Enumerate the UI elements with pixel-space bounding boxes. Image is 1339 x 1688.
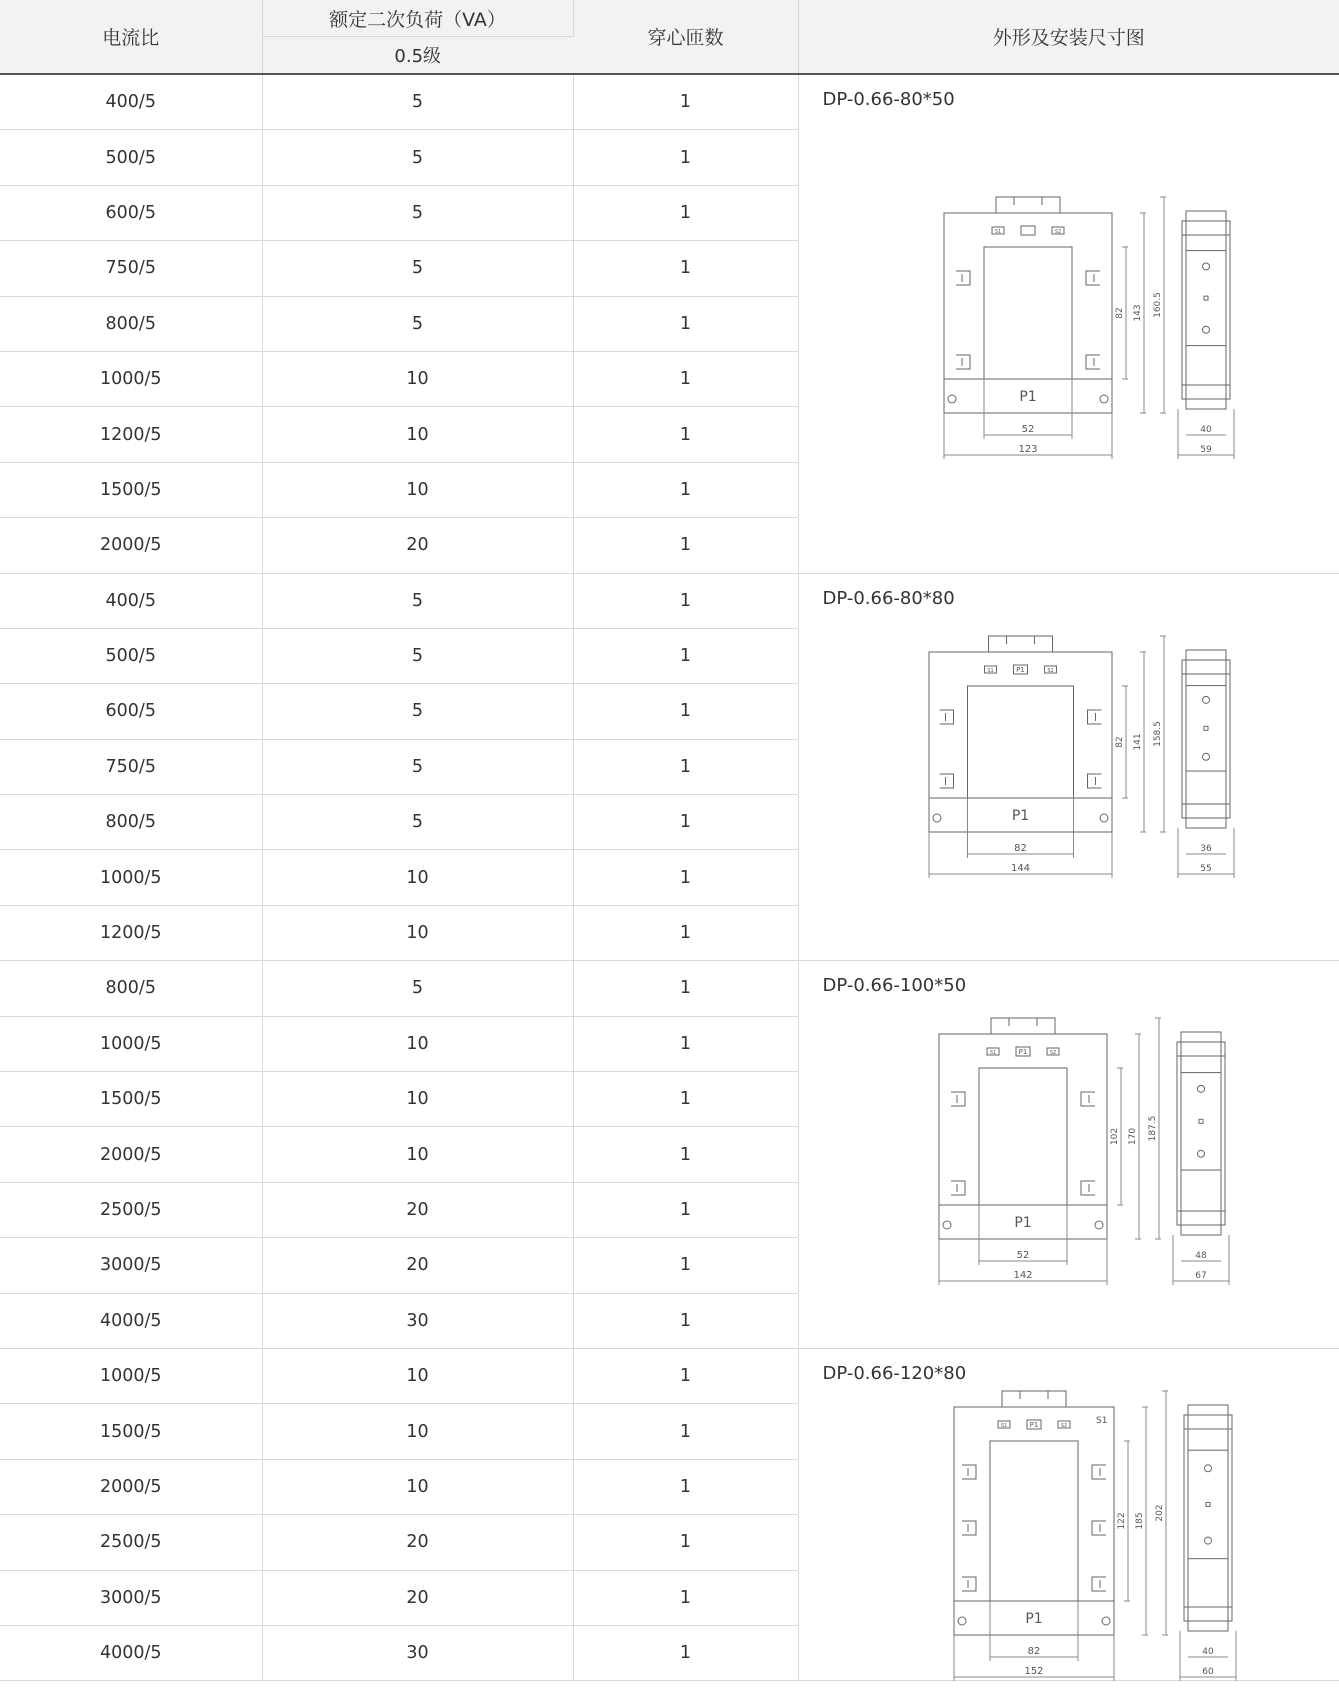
cell-burden: 5 — [262, 241, 573, 296]
cell-ratio: 2000/5 — [0, 1127, 262, 1182]
cell-burden: 30 — [262, 1625, 573, 1680]
cell-ratio: 1200/5 — [0, 905, 262, 960]
cell-burden: 20 — [262, 518, 573, 573]
cell-ratio: 400/5 — [0, 74, 262, 130]
cell-ratio: 2500/5 — [0, 1515, 262, 1570]
cell-turns: 1 — [573, 1570, 798, 1625]
cell-turns: 1 — [573, 795, 798, 850]
svg-text:S2: S2 — [1060, 1422, 1067, 1429]
cell-turns: 1 — [573, 407, 798, 462]
cell-ratio: 800/5 — [0, 961, 262, 1016]
table-body — [0, 74, 1339, 1681]
svg-text:160.5: 160.5 — [1152, 292, 1163, 318]
header-drawing: 外形及安装尺寸图 — [798, 0, 1339, 74]
header-rated-burden: 额定二次负荷（VA） — [262, 0, 573, 37]
cell-burden: 5 — [262, 795, 573, 850]
cell-turns: 1 — [573, 1238, 798, 1293]
cell-burden: 20 — [262, 1238, 573, 1293]
svg-text:48: 48 — [1194, 1251, 1207, 1262]
cell-ratio: 400/5 — [0, 573, 262, 628]
cell-ratio: 750/5 — [0, 739, 262, 794]
cell-burden: 10 — [262, 1404, 573, 1459]
model-label: DP-0.66-120*80 — [822, 1362, 967, 1384]
table-row — [0, 961, 1339, 1016]
cell-turns: 1 — [573, 1515, 798, 1570]
cell-burden: 20 — [262, 1515, 573, 1570]
cell-burden: 10 — [262, 905, 573, 960]
svg-text:S2: S2 — [1046, 667, 1054, 674]
svg-text:152: 152 — [1023, 1665, 1044, 1677]
model-label: DP-0.66-80*80 — [822, 587, 955, 609]
svg-text:143: 143 — [1132, 304, 1143, 322]
cell-turns: 1 — [573, 1625, 798, 1680]
cell-ratio: 2500/5 — [0, 1182, 262, 1237]
svg-text:P1: P1 — [1029, 1420, 1038, 1429]
cell-burden: 5 — [262, 573, 573, 628]
cell-burden: 5 — [262, 296, 573, 351]
cell-burden: 10 — [262, 1072, 573, 1127]
table-row — [0, 74, 1339, 130]
svg-text:S1: S1 — [1095, 1415, 1107, 1426]
svg-text:P1: P1 — [1018, 1048, 1027, 1057]
model-label: DP-0.66-100*50 — [822, 975, 967, 997]
cell-turns: 1 — [573, 1459, 798, 1514]
cell-ratio: 500/5 — [0, 628, 262, 683]
drawing-cell — [798, 1348, 1339, 1680]
cell-burden: 10 — [262, 407, 573, 462]
cell-burden: 5 — [262, 74, 573, 130]
table-row — [0, 1348, 1339, 1403]
svg-text:82: 82 — [1013, 842, 1027, 854]
drawing-cell — [798, 961, 1339, 1349]
cell-ratio: 1000/5 — [0, 850, 262, 905]
cell-ratio: 1500/5 — [0, 1072, 262, 1127]
cell-ratio: 3000/5 — [0, 1238, 262, 1293]
svg-text:P1: P1 — [1011, 807, 1029, 824]
cell-turns: 1 — [573, 1404, 798, 1459]
cell-turns: 1 — [573, 739, 798, 794]
cell-ratio: 2000/5 — [0, 518, 262, 573]
cell-burden: 5 — [262, 961, 573, 1016]
svg-text:P1: P1 — [1013, 1215, 1032, 1232]
cell-turns: 1 — [573, 185, 798, 240]
svg-text:158.5: 158.5 — [1152, 720, 1163, 747]
cell-turns: 1 — [573, 1127, 798, 1182]
cell-ratio: 1500/5 — [0, 462, 262, 517]
svg-text:S1: S1 — [994, 229, 1001, 235]
svg-text:S1: S1 — [1000, 1422, 1007, 1429]
cell-turns: 1 — [573, 1182, 798, 1237]
svg-text:141: 141 — [1132, 732, 1143, 751]
cell-turns: 1 — [573, 241, 798, 296]
cell-ratio: 4000/5 — [0, 1625, 262, 1680]
cell-burden: 10 — [262, 462, 573, 517]
cell-burden: 10 — [262, 1459, 573, 1514]
cell-turns: 1 — [573, 961, 798, 1016]
cell-ratio: 1000/5 — [0, 1348, 262, 1403]
model-label: DP-0.66-80*50 — [822, 89, 955, 110]
cell-burden: 5 — [262, 130, 573, 185]
svg-text:67: 67 — [1194, 1271, 1207, 1282]
cell-turns: 1 — [573, 1016, 798, 1071]
cell-burden: 5 — [262, 185, 573, 240]
svg-text:55: 55 — [1199, 863, 1212, 874]
svg-text:S2: S2 — [1054, 229, 1061, 235]
cell-burden: 10 — [262, 850, 573, 905]
cell-burden: 20 — [262, 1570, 573, 1625]
cell-ratio: 500/5 — [0, 130, 262, 185]
svg-text:82: 82 — [1027, 1645, 1040, 1657]
cell-burden: 10 — [262, 351, 573, 406]
svg-text:S2: S2 — [1049, 1050, 1056, 1057]
cell-ratio: 1500/5 — [0, 1404, 262, 1459]
cell-turns: 1 — [573, 296, 798, 351]
cell-turns: 1 — [573, 351, 798, 406]
cell-ratio: 4000/5 — [0, 1293, 262, 1348]
cell-burden: 5 — [262, 628, 573, 683]
svg-text:122: 122 — [1116, 1512, 1127, 1530]
header-turns: 穿心匝数 — [573, 0, 798, 74]
cell-turns: 1 — [573, 518, 798, 573]
cell-ratio: 1000/5 — [0, 1016, 262, 1071]
cell-turns: 1 — [573, 573, 798, 628]
cell-burden: 10 — [262, 1016, 573, 1071]
cell-ratio: 750/5 — [0, 241, 262, 296]
cell-ratio: 600/5 — [0, 684, 262, 739]
cell-ratio: 600/5 — [0, 185, 262, 240]
cell-turns: 1 — [573, 462, 798, 517]
svg-text:S1: S1 — [989, 1050, 996, 1057]
cell-ratio: 1000/5 — [0, 351, 262, 406]
drawing-cell — [798, 74, 1339, 573]
cell-turns: 1 — [573, 1072, 798, 1127]
svg-text:P1: P1 — [1018, 389, 1037, 405]
cell-ratio: 800/5 — [0, 296, 262, 351]
svg-text:82: 82 — [1114, 307, 1125, 319]
svg-text:123: 123 — [1017, 444, 1038, 455]
svg-text:40: 40 — [1201, 1646, 1214, 1657]
cell-turns: 1 — [573, 74, 798, 130]
svg-text:144: 144 — [1010, 862, 1030, 874]
cell-turns: 1 — [573, 905, 798, 960]
cell-turns: 1 — [573, 1348, 798, 1403]
cell-ratio: 1200/5 — [0, 407, 262, 462]
svg-text:59: 59 — [1199, 445, 1212, 455]
svg-text:S1: S1 — [986, 667, 994, 674]
svg-text:185: 185 — [1134, 1512, 1145, 1530]
svg-text:P1: P1 — [1015, 665, 1025, 674]
cell-turns: 1 — [573, 850, 798, 905]
cell-ratio: 800/5 — [0, 795, 262, 850]
drawing-cell — [798, 573, 1339, 961]
svg-text:170: 170 — [1127, 1128, 1138, 1146]
cell-turns: 1 — [573, 1293, 798, 1348]
cell-burden: 5 — [262, 739, 573, 794]
table-row — [0, 573, 1339, 628]
svg-text:40: 40 — [1199, 425, 1212, 435]
cell-ratio: 2000/5 — [0, 1459, 262, 1514]
cell-turns: 1 — [573, 130, 798, 185]
cell-ratio: 3000/5 — [0, 1570, 262, 1625]
cell-turns: 1 — [573, 684, 798, 739]
svg-text:52: 52 — [1021, 424, 1034, 435]
svg-text:202: 202 — [1154, 1504, 1165, 1522]
svg-text:82: 82 — [1114, 735, 1125, 748]
svg-text:102: 102 — [1109, 1128, 1120, 1146]
cell-burden: 5 — [262, 684, 573, 739]
svg-text:36: 36 — [1199, 843, 1212, 854]
svg-text:52: 52 — [1016, 1250, 1029, 1262]
cell-burden: 10 — [262, 1127, 573, 1182]
header-accuracy-class: 0.5级 — [262, 37, 573, 75]
svg-text:142: 142 — [1012, 1270, 1033, 1282]
cell-turns: 1 — [573, 628, 798, 683]
cell-burden: 20 — [262, 1182, 573, 1237]
cell-burden: 10 — [262, 1348, 573, 1403]
cell-burden: 30 — [262, 1293, 573, 1348]
svg-text:187.5: 187.5 — [1147, 1115, 1158, 1142]
svg-text:60: 60 — [1201, 1666, 1214, 1677]
svg-text:P1: P1 — [1024, 1610, 1043, 1627]
header-current-ratio: 电流比 — [0, 0, 262, 74]
